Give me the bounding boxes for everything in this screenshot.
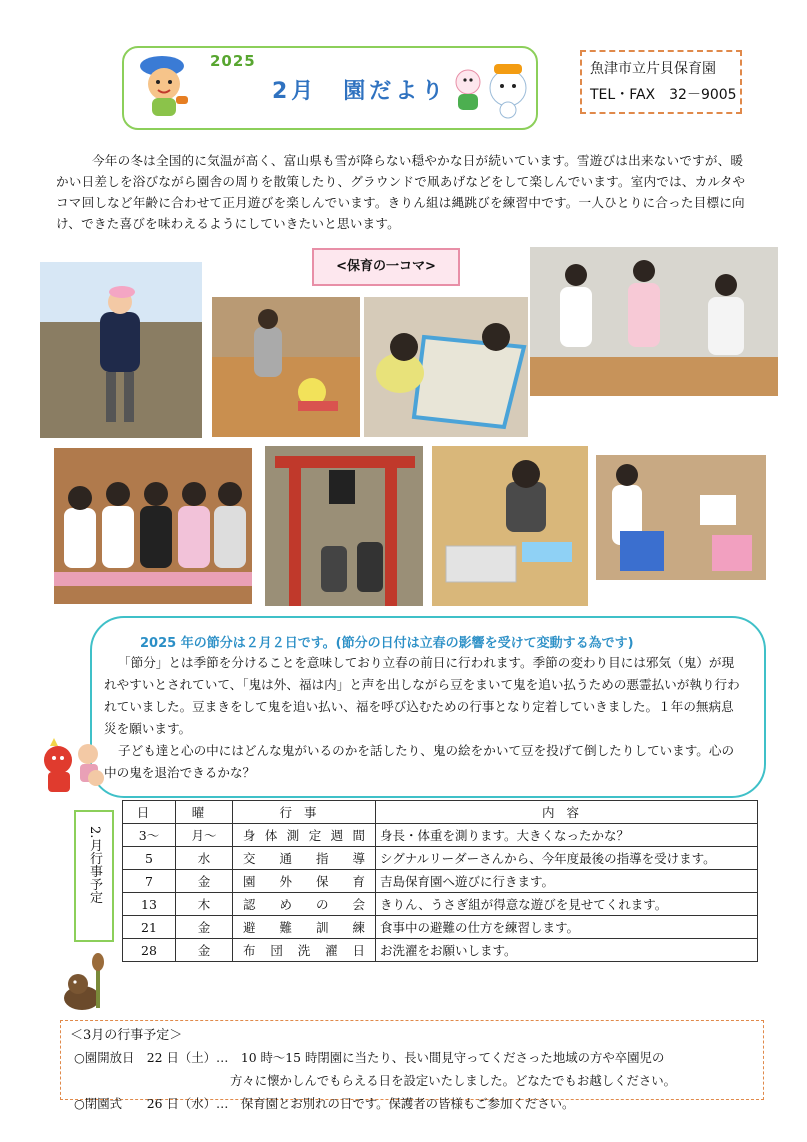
table-row: [123, 824, 758, 847]
header-event: 行事: [233, 801, 376, 824]
photo-toy-pulling: [212, 297, 360, 437]
march-event-closing-ceremony: ○閉園式 26 日（水）… 保育園とお別れの日です。保護者の皆様もご参加ください。: [74, 1096, 575, 1111]
snowman-characters-illustration: [448, 54, 534, 120]
row-details: 身長・体重を測ります。大きくなったかな？: [376, 824, 758, 847]
photo-children-on-bench: [54, 448, 252, 604]
header-details: 内容: [376, 801, 758, 824]
table-row: [123, 870, 758, 893]
setsubun-paragraph-2: 子ども達と心の中にはどんな鬼がいるのかを話したり、鬼の絵をかいて豆を投げて倒したりしています。心の中の鬼を退治できるかな？: [104, 743, 735, 780]
march-event-open-day: ○園開放日 22 日（土）… 10 時～15 時閉園に当たり、長い間見守ってくださった地域の方や卒園児の: [74, 1050, 665, 1065]
row-weekday: 金: [176, 939, 233, 962]
row-day: 7: [123, 870, 176, 893]
row-details: 吉島保育園へ遊びに行きます。: [376, 870, 758, 893]
school-name: 魚津市立片貝保育園: [590, 61, 716, 77]
row-day: 21: [123, 916, 176, 939]
march-events-title: ＜3月の行事予定＞: [70, 1028, 183, 1043]
row-day: 5: [123, 847, 176, 870]
newsletter-year: 2025: [210, 52, 256, 70]
photo-shrine-gate: [265, 446, 423, 606]
row-weekday: 水: [176, 847, 233, 870]
oni-demon-illustration: [40, 738, 110, 800]
intro-paragraph: 今年の冬は全国的に気温が高く、富山県も雪が降らない穏やかな日が続いています。雪遊びは出来ないですが、暖かい日差しを浴びながら園舎の周りを散策したり、グラウンドで凧あげなどをして楽しんでいます。室内では、カルタやコマ回しなど年齢に合わせて正月遊びを楽しんでいます。きりん組は縄跳びを練習中です。一人ひとりに合った目標に向け、できた喜びを味わえるようにしていきたいと思います。: [56, 153, 746, 231]
row-details: お洗濯をお願いします。: [376, 939, 758, 962]
schedule-table: [122, 800, 758, 962]
row-weekday: 月～: [176, 824, 233, 847]
table-row: [123, 893, 758, 916]
row-details: 食事中の避難の仕方を練習します。: [376, 916, 758, 939]
row-event: 身体測定週間: [233, 824, 376, 847]
school-tel-fax: TEL・FAX 32－9005: [590, 87, 737, 103]
row-weekday: 金: [176, 870, 233, 893]
mascot-illustration: [130, 50, 200, 122]
row-details: きりん、うさぎ組が得意な遊びを見せてくれます。: [376, 893, 758, 916]
table-row: [123, 916, 758, 939]
row-day: 28: [123, 939, 176, 962]
setsubun-paragraph-1: 「節分」とは季節を分けることを意味しており立春の前日に行われます。季節の変わり目には邪気（鬼）が現れやすいとされていて、「鬼は外、福は内」と声を出しながら豆をまいて鬼を追い払うための悪霊払いが執り行われていました。豆まきをして鬼を追い払い、福を呼び込むための行事となり定着していきました。１年の無病息災を願います。: [104, 655, 740, 736]
photo-oni-drawings: [596, 455, 766, 580]
setsubun-title: 2025 年の節分は２月２日です。(節分の日付は立春の影響を受けて変動する為です): [140, 636, 634, 651]
row-event: 園外保育: [233, 870, 376, 893]
setsubun-body: [104, 652, 744, 784]
table-row: [123, 939, 758, 962]
header-weekday: 曜: [176, 801, 233, 824]
table-row: [123, 847, 758, 870]
photo-kite-flying: [40, 262, 202, 438]
header-day: 日: [123, 801, 176, 824]
row-day: 13: [123, 893, 176, 916]
newsletter-title: 2月 園だより: [272, 79, 448, 104]
mole-illustration: [60, 948, 108, 1012]
row-event: 交通指導: [233, 847, 376, 870]
row-day: 3～: [123, 824, 176, 847]
march-events-list: [74, 1046, 764, 1115]
photo-jump-rope: [530, 247, 778, 396]
photo-section-heading: <保育の一コマ>: [312, 248, 460, 286]
row-event: 認めの会: [233, 893, 376, 916]
schedule-header-row: [123, 801, 758, 824]
photo-block-play: [432, 446, 588, 606]
row-details: シグナルリーダーさんから、今年度最後の指導を受けます。: [376, 847, 758, 870]
row-event: 布団洗濯日: [233, 939, 376, 962]
march-event-open-day-continued: 方々に懐かしんでもらえる日を設定いたしました。どなたでもお越しください。: [230, 1073, 677, 1088]
row-event: 避難訓練: [233, 916, 376, 939]
row-weekday: 木: [176, 893, 233, 916]
row-weekday: 金: [176, 916, 233, 939]
photo-drawing-on-floor: [364, 297, 528, 437]
schedule-side-label: 2.月行事予定: [87, 826, 102, 904]
